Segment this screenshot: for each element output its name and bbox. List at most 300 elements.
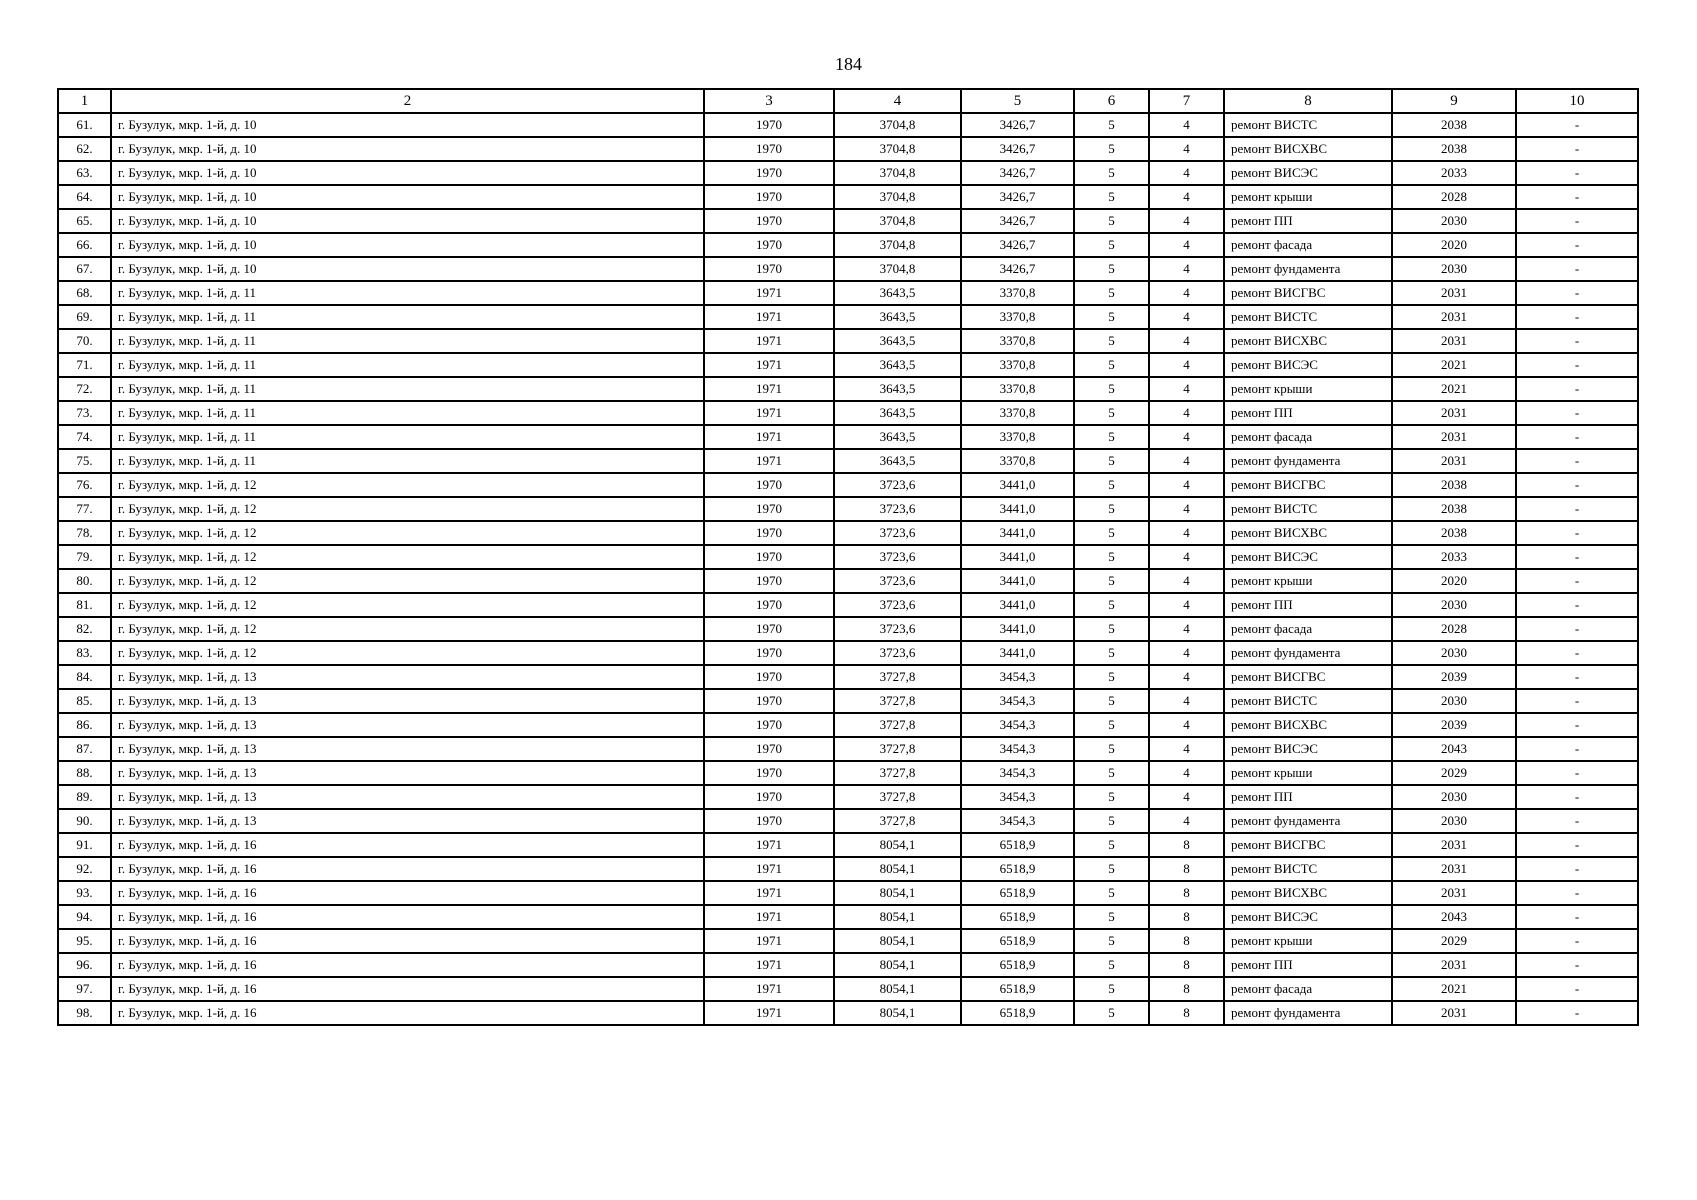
entrances-cell: 4 — [1149, 761, 1224, 785]
construction-year-cell: 1970 — [704, 713, 834, 737]
row-number-cell: 90. — [58, 809, 111, 833]
note-cell: - — [1516, 113, 1638, 137]
row-number-cell: 68. — [58, 281, 111, 305]
planned-year-cell: 2021 — [1392, 377, 1516, 401]
living-area-cell: 6518,9 — [961, 881, 1074, 905]
row-number-cell: 81. — [58, 593, 111, 617]
table-row — [58, 113, 1638, 137]
floors-cell: 5 — [1074, 737, 1149, 761]
planned-year-cell: 2043 — [1392, 737, 1516, 761]
table-row — [58, 785, 1638, 809]
table-row — [58, 1001, 1638, 1025]
living-area-cell: 3441,0 — [961, 473, 1074, 497]
construction-year-cell: 1971 — [704, 881, 834, 905]
column-header-9: 9 — [1392, 89, 1516, 113]
row-number-cell: 97. — [58, 977, 111, 1001]
living-area-cell: 3441,0 — [961, 569, 1074, 593]
planned-year-cell: 2038 — [1392, 497, 1516, 521]
total-area-cell: 8054,1 — [834, 1001, 961, 1025]
total-area-cell: 3643,5 — [834, 449, 961, 473]
construction-year-cell: 1970 — [704, 737, 834, 761]
address-cell: г. Бузулук, мкр. 1-й, д. 16 — [111, 1001, 704, 1025]
floors-cell: 5 — [1074, 833, 1149, 857]
entrances-cell: 4 — [1149, 689, 1224, 713]
living-area-cell: 3441,0 — [961, 545, 1074, 569]
table-row — [58, 569, 1638, 593]
total-area-cell: 8054,1 — [834, 953, 961, 977]
address-cell: г. Бузулук, мкр. 1-й, д. 13 — [111, 785, 704, 809]
living-area-cell: 3441,0 — [961, 641, 1074, 665]
entrances-cell: 8 — [1149, 881, 1224, 905]
construction-year-cell: 1970 — [704, 761, 834, 785]
total-area-cell: 3704,8 — [834, 113, 961, 137]
row-number-cell: 62. — [58, 137, 111, 161]
planned-year-cell: 2030 — [1392, 809, 1516, 833]
entrances-cell: 4 — [1149, 377, 1224, 401]
total-area-cell: 3704,8 — [834, 209, 961, 233]
row-number-cell: 65. — [58, 209, 111, 233]
work-type-cell: ремонт ПП — [1224, 953, 1392, 977]
planned-year-cell: 2028 — [1392, 185, 1516, 209]
entrances-cell: 4 — [1149, 521, 1224, 545]
floors-cell: 5 — [1074, 593, 1149, 617]
table-row — [58, 737, 1638, 761]
construction-year-cell: 1971 — [704, 305, 834, 329]
table-row — [58, 281, 1638, 305]
row-number-cell: 74. — [58, 425, 111, 449]
living-area-cell: 6518,9 — [961, 929, 1074, 953]
construction-year-cell: 1971 — [704, 449, 834, 473]
work-type-cell: ремонт ВИСТС — [1224, 305, 1392, 329]
living-area-cell: 3454,3 — [961, 689, 1074, 713]
planned-year-cell: 2031 — [1392, 305, 1516, 329]
repair-schedule-table — [57, 88, 1639, 1026]
column-header-1: 1 — [58, 89, 111, 113]
floors-cell: 5 — [1074, 161, 1149, 185]
construction-year-cell: 1971 — [704, 1001, 834, 1025]
address-cell: г. Бузулук, мкр. 1-й, д. 13 — [111, 737, 704, 761]
note-cell: - — [1516, 689, 1638, 713]
address-cell: г. Бузулук, мкр. 1-й, д. 16 — [111, 857, 704, 881]
entrances-cell: 4 — [1149, 305, 1224, 329]
floors-cell: 5 — [1074, 761, 1149, 785]
floors-cell: 5 — [1074, 665, 1149, 689]
total-area-cell: 3727,8 — [834, 689, 961, 713]
row-number-cell: 61. — [58, 113, 111, 137]
note-cell: - — [1516, 617, 1638, 641]
address-cell: г. Бузулук, мкр. 1-й, д. 10 — [111, 185, 704, 209]
total-area-cell: 3727,8 — [834, 785, 961, 809]
address-cell: г. Бузулук, мкр. 1-й, д. 13 — [111, 665, 704, 689]
planned-year-cell: 2033 — [1392, 161, 1516, 185]
entrances-cell: 4 — [1149, 353, 1224, 377]
note-cell: - — [1516, 713, 1638, 737]
note-cell: - — [1516, 473, 1638, 497]
floors-cell: 5 — [1074, 977, 1149, 1001]
work-type-cell: ремонт крыши — [1224, 377, 1392, 401]
column-header-10: 10 — [1516, 89, 1638, 113]
planned-year-cell: 2030 — [1392, 785, 1516, 809]
living-area-cell: 3370,8 — [961, 281, 1074, 305]
total-area-cell: 3723,6 — [834, 497, 961, 521]
column-header-3: 3 — [704, 89, 834, 113]
entrances-cell: 4 — [1149, 329, 1224, 353]
total-area-cell: 3723,6 — [834, 593, 961, 617]
living-area-cell: 3370,8 — [961, 449, 1074, 473]
construction-year-cell: 1971 — [704, 977, 834, 1001]
living-area-cell: 6518,9 — [961, 833, 1074, 857]
note-cell: - — [1516, 641, 1638, 665]
planned-year-cell: 2020 — [1392, 569, 1516, 593]
construction-year-cell: 1971 — [704, 929, 834, 953]
construction-year-cell: 1970 — [704, 521, 834, 545]
planned-year-cell: 2031 — [1392, 449, 1516, 473]
address-cell: г. Бузулук, мкр. 1-й, д. 12 — [111, 569, 704, 593]
address-cell: г. Бузулук, мкр. 1-й, д. 13 — [111, 713, 704, 737]
living-area-cell: 3441,0 — [961, 617, 1074, 641]
living-area-cell: 3426,7 — [961, 209, 1074, 233]
total-area-cell: 3723,6 — [834, 569, 961, 593]
work-type-cell: ремонт фасада — [1224, 425, 1392, 449]
address-cell: г. Бузулук, мкр. 1-й, д. 12 — [111, 641, 704, 665]
floors-cell: 5 — [1074, 713, 1149, 737]
work-type-cell: ремонт ВИСХВС — [1224, 521, 1392, 545]
note-cell: - — [1516, 569, 1638, 593]
construction-year-cell: 1970 — [704, 617, 834, 641]
note-cell: - — [1516, 449, 1638, 473]
address-cell: г. Бузулук, мкр. 1-й, д. 10 — [111, 233, 704, 257]
floors-cell: 5 — [1074, 401, 1149, 425]
note-cell: - — [1516, 137, 1638, 161]
note-cell: - — [1516, 209, 1638, 233]
total-area-cell: 3643,5 — [834, 377, 961, 401]
work-type-cell: ремонт фундамента — [1224, 449, 1392, 473]
address-cell: г. Бузулук, мкр. 1-й, д. 11 — [111, 449, 704, 473]
living-area-cell: 3426,7 — [961, 185, 1074, 209]
address-cell: г. Бузулук, мкр. 1-й, д. 13 — [111, 761, 704, 785]
construction-year-cell: 1970 — [704, 641, 834, 665]
note-cell: - — [1516, 761, 1638, 785]
note-cell: - — [1516, 593, 1638, 617]
address-cell: г. Бузулук, мкр. 1-й, д. 11 — [111, 329, 704, 353]
total-area-cell: 8054,1 — [834, 905, 961, 929]
planned-year-cell: 2038 — [1392, 137, 1516, 161]
construction-year-cell: 1970 — [704, 593, 834, 617]
row-number-cell: 71. — [58, 353, 111, 377]
work-type-cell: ремонт ВИСХВС — [1224, 881, 1392, 905]
row-number-cell: 64. — [58, 185, 111, 209]
construction-year-cell: 1970 — [704, 569, 834, 593]
floors-cell: 5 — [1074, 689, 1149, 713]
row-number-cell: 66. — [58, 233, 111, 257]
row-number-cell: 83. — [58, 641, 111, 665]
entrances-cell: 8 — [1149, 1001, 1224, 1025]
total-area-cell: 8054,1 — [834, 833, 961, 857]
floors-cell: 5 — [1074, 353, 1149, 377]
entrances-cell: 4 — [1149, 257, 1224, 281]
address-cell: г. Бузулук, мкр. 1-й, д. 16 — [111, 953, 704, 977]
living-area-cell: 6518,9 — [961, 1001, 1074, 1025]
table-row — [58, 185, 1638, 209]
row-number-cell: 93. — [58, 881, 111, 905]
construction-year-cell: 1970 — [704, 545, 834, 569]
work-type-cell: ремонт ВИСХВС — [1224, 329, 1392, 353]
floors-cell: 5 — [1074, 305, 1149, 329]
address-cell: г. Бузулук, мкр. 1-й, д. 11 — [111, 305, 704, 329]
construction-year-cell: 1971 — [704, 353, 834, 377]
total-area-cell: 3723,6 — [834, 473, 961, 497]
planned-year-cell: 2031 — [1392, 329, 1516, 353]
entrances-cell: 4 — [1149, 161, 1224, 185]
address-cell: г. Бузулук, мкр. 1-й, д. 10 — [111, 137, 704, 161]
floors-cell: 5 — [1074, 281, 1149, 305]
entrances-cell: 4 — [1149, 665, 1224, 689]
planned-year-cell: 2031 — [1392, 401, 1516, 425]
living-area-cell: 3370,8 — [961, 377, 1074, 401]
table-row — [58, 449, 1638, 473]
construction-year-cell: 1971 — [704, 329, 834, 353]
living-area-cell: 3426,7 — [961, 233, 1074, 257]
note-cell: - — [1516, 401, 1638, 425]
entrances-cell: 4 — [1149, 713, 1224, 737]
living-area-cell: 3454,3 — [961, 785, 1074, 809]
floors-cell: 5 — [1074, 785, 1149, 809]
row-number-cell: 63. — [58, 161, 111, 185]
living-area-cell: 3441,0 — [961, 497, 1074, 521]
row-number-cell: 91. — [58, 833, 111, 857]
table-row — [58, 665, 1638, 689]
table-row — [58, 977, 1638, 1001]
work-type-cell: ремонт крыши — [1224, 569, 1392, 593]
total-area-cell: 3643,5 — [834, 329, 961, 353]
planned-year-cell: 2039 — [1392, 713, 1516, 737]
table-row — [58, 617, 1638, 641]
planned-year-cell: 2021 — [1392, 353, 1516, 377]
note-cell: - — [1516, 161, 1638, 185]
table-row — [58, 593, 1638, 617]
planned-year-cell: 2030 — [1392, 689, 1516, 713]
total-area-cell: 3704,8 — [834, 233, 961, 257]
total-area-cell: 3727,8 — [834, 713, 961, 737]
floors-cell: 5 — [1074, 545, 1149, 569]
address-cell: г. Бузулук, мкр. 1-й, д. 12 — [111, 521, 704, 545]
address-cell: г. Бузулук, мкр. 1-й, д. 16 — [111, 833, 704, 857]
entrances-cell: 4 — [1149, 233, 1224, 257]
table-row — [58, 833, 1638, 857]
work-type-cell: ремонт фундамента — [1224, 257, 1392, 281]
total-area-cell: 3704,8 — [834, 185, 961, 209]
address-cell: г. Бузулук, мкр. 1-й, д. 16 — [111, 905, 704, 929]
work-type-cell: ремонт фасада — [1224, 977, 1392, 1001]
work-type-cell: ремонт ВИСТС — [1224, 857, 1392, 881]
floors-cell: 5 — [1074, 809, 1149, 833]
address-cell: г. Бузулук, мкр. 1-й, д. 10 — [111, 257, 704, 281]
total-area-cell: 3704,8 — [834, 257, 961, 281]
table-row — [58, 161, 1638, 185]
row-number-cell: 79. — [58, 545, 111, 569]
total-area-cell: 3643,5 — [834, 401, 961, 425]
floors-cell: 5 — [1074, 641, 1149, 665]
note-cell: - — [1516, 545, 1638, 569]
note-cell: - — [1516, 329, 1638, 353]
floors-cell: 5 — [1074, 137, 1149, 161]
row-number-cell: 84. — [58, 665, 111, 689]
floors-cell: 5 — [1074, 449, 1149, 473]
living-area-cell: 3370,8 — [961, 305, 1074, 329]
column-header-7: 7 — [1149, 89, 1224, 113]
row-number-cell: 96. — [58, 953, 111, 977]
table-row — [58, 809, 1638, 833]
living-area-cell: 3370,8 — [961, 425, 1074, 449]
living-area-cell: 3370,8 — [961, 401, 1074, 425]
note-cell: - — [1516, 737, 1638, 761]
note-cell: - — [1516, 929, 1638, 953]
planned-year-cell: 2038 — [1392, 521, 1516, 545]
planned-year-cell: 2038 — [1392, 473, 1516, 497]
construction-year-cell: 1971 — [704, 425, 834, 449]
floors-cell: 5 — [1074, 929, 1149, 953]
total-area-cell: 3727,8 — [834, 761, 961, 785]
entrances-cell: 8 — [1149, 905, 1224, 929]
row-number-cell: 73. — [58, 401, 111, 425]
row-number-cell: 70. — [58, 329, 111, 353]
table-row — [58, 425, 1638, 449]
planned-year-cell: 2020 — [1392, 233, 1516, 257]
table-row — [58, 545, 1638, 569]
entrances-cell: 4 — [1149, 497, 1224, 521]
living-area-cell: 3370,8 — [961, 353, 1074, 377]
note-cell: - — [1516, 809, 1638, 833]
planned-year-cell: 2030 — [1392, 257, 1516, 281]
living-area-cell: 3454,3 — [961, 737, 1074, 761]
row-number-cell: 86. — [58, 713, 111, 737]
construction-year-cell: 1970 — [704, 473, 834, 497]
entrances-cell: 8 — [1149, 953, 1224, 977]
entrances-cell: 4 — [1149, 809, 1224, 833]
construction-year-cell: 1970 — [704, 497, 834, 521]
work-type-cell: ремонт фундамента — [1224, 641, 1392, 665]
living-area-cell: 3441,0 — [961, 521, 1074, 545]
work-type-cell: ремонт фундамента — [1224, 809, 1392, 833]
entrances-cell: 8 — [1149, 929, 1224, 953]
note-cell: - — [1516, 425, 1638, 449]
floors-cell: 5 — [1074, 569, 1149, 593]
row-number-cell: 69. — [58, 305, 111, 329]
total-area-cell: 3727,8 — [834, 809, 961, 833]
row-number-cell: 89. — [58, 785, 111, 809]
page-number: 184 — [835, 54, 862, 74]
floors-cell: 5 — [1074, 521, 1149, 545]
note-cell: - — [1516, 1001, 1638, 1025]
note-cell: - — [1516, 977, 1638, 1001]
floors-cell: 5 — [1074, 185, 1149, 209]
total-area-cell: 3704,8 — [834, 161, 961, 185]
note-cell: - — [1516, 353, 1638, 377]
floors-cell: 5 — [1074, 233, 1149, 257]
total-area-cell: 3723,6 — [834, 521, 961, 545]
work-type-cell: ремонт ВИСТС — [1224, 497, 1392, 521]
entrances-cell: 8 — [1149, 977, 1224, 1001]
address-cell: г. Бузулук, мкр. 1-й, д. 11 — [111, 425, 704, 449]
floors-cell: 5 — [1074, 617, 1149, 641]
work-type-cell: ремонт ВИСГВС — [1224, 833, 1392, 857]
floors-cell: 5 — [1074, 329, 1149, 353]
total-area-cell: 3723,6 — [834, 545, 961, 569]
table-row — [58, 857, 1638, 881]
address-cell: г. Бузулук, мкр. 1-й, д. 12 — [111, 545, 704, 569]
total-area-cell: 8054,1 — [834, 977, 961, 1001]
living-area-cell: 3454,3 — [961, 809, 1074, 833]
note-cell: - — [1516, 665, 1638, 689]
living-area-cell: 3426,7 — [961, 137, 1074, 161]
work-type-cell: ремонт ВИСЭС — [1224, 737, 1392, 761]
construction-year-cell: 1970 — [704, 185, 834, 209]
work-type-cell: ремонт ВИСЭС — [1224, 161, 1392, 185]
work-type-cell: ремонт ВИСЭС — [1224, 545, 1392, 569]
row-number-cell: 85. — [58, 689, 111, 713]
note-cell: - — [1516, 281, 1638, 305]
table-row — [58, 353, 1638, 377]
construction-year-cell: 1970 — [704, 113, 834, 137]
entrances-cell: 8 — [1149, 857, 1224, 881]
entrances-cell: 4 — [1149, 785, 1224, 809]
table-row — [58, 401, 1638, 425]
planned-year-cell: 2021 — [1392, 977, 1516, 1001]
table-row — [58, 761, 1638, 785]
table-row — [58, 473, 1638, 497]
floors-cell: 5 — [1074, 209, 1149, 233]
note-cell: - — [1516, 857, 1638, 881]
planned-year-cell: 2029 — [1392, 761, 1516, 785]
total-area-cell: 8054,1 — [834, 857, 961, 881]
planned-year-cell: 2031 — [1392, 857, 1516, 881]
living-area-cell: 3454,3 — [961, 761, 1074, 785]
total-area-cell: 3643,5 — [834, 353, 961, 377]
address-cell: г. Бузулук, мкр. 1-й, д. 11 — [111, 401, 704, 425]
work-type-cell: ремонт ВИСЭС — [1224, 905, 1392, 929]
work-type-cell: ремонт крыши — [1224, 929, 1392, 953]
planned-year-cell: 2039 — [1392, 665, 1516, 689]
work-type-cell: ремонт ВИСЭС — [1224, 353, 1392, 377]
living-area-cell: 3426,7 — [961, 113, 1074, 137]
living-area-cell: 3454,3 — [961, 713, 1074, 737]
row-number-cell: 75. — [58, 449, 111, 473]
construction-year-cell: 1970 — [704, 233, 834, 257]
planned-year-cell: 2031 — [1392, 953, 1516, 977]
construction-year-cell: 1971 — [704, 377, 834, 401]
work-type-cell: ремонт ПП — [1224, 593, 1392, 617]
construction-year-cell: 1970 — [704, 665, 834, 689]
entrances-cell: 4 — [1149, 593, 1224, 617]
planned-year-cell: 2031 — [1392, 281, 1516, 305]
row-number-cell: 76. — [58, 473, 111, 497]
address-cell: г. Бузулук, мкр. 1-й, д. 13 — [111, 689, 704, 713]
living-area-cell: 3454,3 — [961, 665, 1074, 689]
work-type-cell: ремонт крыши — [1224, 761, 1392, 785]
planned-year-cell: 2031 — [1392, 881, 1516, 905]
row-number-cell: 88. — [58, 761, 111, 785]
entrances-cell: 4 — [1149, 449, 1224, 473]
planned-year-cell: 2030 — [1392, 641, 1516, 665]
work-type-cell: ремонт ВИСХВС — [1224, 137, 1392, 161]
living-area-cell: 6518,9 — [961, 857, 1074, 881]
table-row — [58, 641, 1638, 665]
table-row — [58, 521, 1638, 545]
work-type-cell: ремонт ВИСГВС — [1224, 473, 1392, 497]
row-number-cell: 87. — [58, 737, 111, 761]
floors-cell: 5 — [1074, 1001, 1149, 1025]
planned-year-cell: 2031 — [1392, 425, 1516, 449]
